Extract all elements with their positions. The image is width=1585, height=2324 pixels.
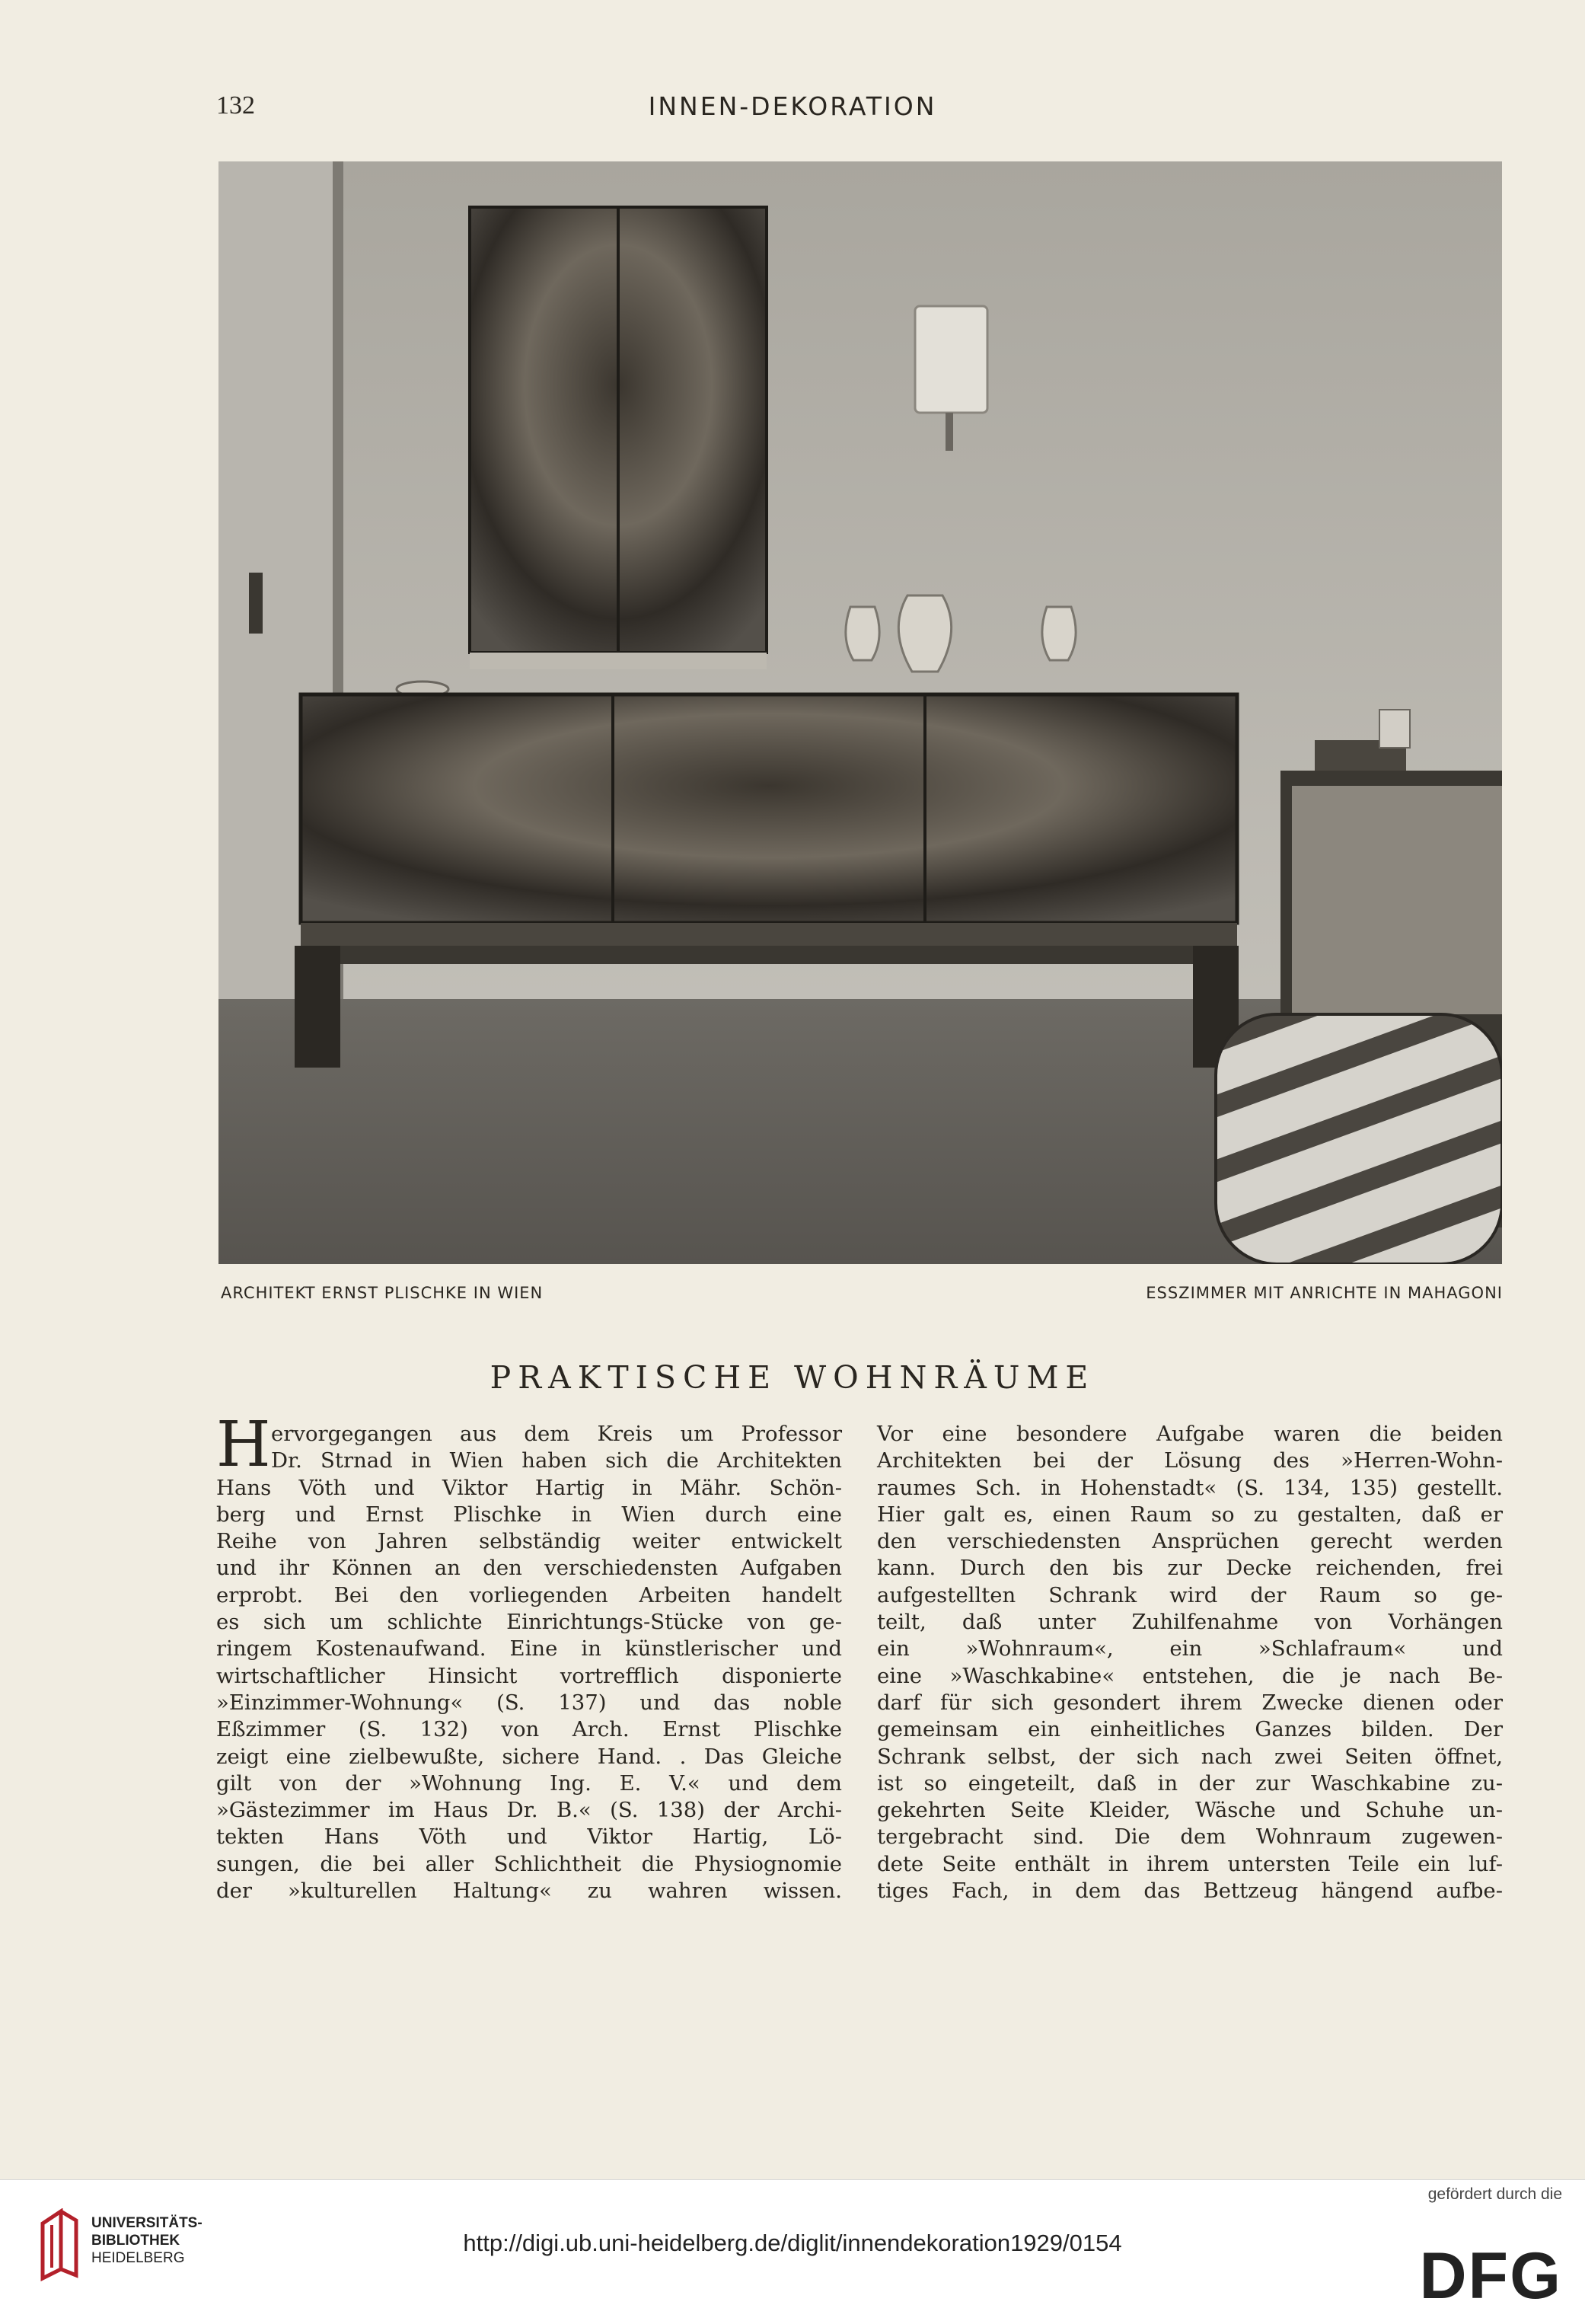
text-line: sungen, die bei aller Schlichtheit die Physiognomie bbox=[216, 1851, 842, 1876]
text-line: »Einzimmer-Wohnung« (S. 137) und das noble bbox=[216, 1690, 842, 1715]
text-line: Reihe von Jahren selbständig weiter entwickelt bbox=[216, 1529, 842, 1554]
text-line: Architekten bei der Lösung des »Herren-Wohn- bbox=[877, 1448, 1503, 1473]
text-line: Eßzimmer (S. 132) von Arch. Ernst Plischke bbox=[216, 1717, 842, 1742]
text-line: raumes Sch. in Hohenstadt« (S. 134, 135) gestellt. bbox=[877, 1475, 1503, 1500]
funded-by-label: gefördert durch die bbox=[1427, 2185, 1562, 2203]
text-line: gekehrten Seite Kleider, Wäsche und Schuhe un- bbox=[877, 1798, 1503, 1823]
text-line: Vor eine besondere Aufgabe waren die beiden bbox=[877, 1422, 1503, 1446]
text-line: ringem Kostenaufwand. Eine in künstlerischer und bbox=[216, 1636, 842, 1662]
text-line: Hans Vöth und Viktor Hartig in Mähr. Schön- bbox=[216, 1475, 842, 1500]
text-line: gilt von der »Wohnung Ing. E. V.« und dem bbox=[216, 1770, 842, 1796]
text-line: Schrank selbst, der sich nach zwei Seiten öffnet, bbox=[877, 1744, 1503, 1769]
text-line: darf für sich gesondert ihrem Zwecke dienen oder bbox=[877, 1690, 1503, 1715]
text-line: Dr. Strnad in Wien haben sich die Architekten bbox=[271, 1448, 842, 1473]
dfg-logo: DFG bbox=[1419, 2239, 1562, 2313]
drop-cap: H bbox=[216, 1409, 271, 1481]
text-line: tiges Fach, in dem das Bettzeug hängend aufbe- bbox=[877, 1879, 1503, 1904]
text-line: eine »Waschkabine« entstehen, die je nach Be- bbox=[877, 1663, 1503, 1688]
library-name-line: HEIDELBERG bbox=[91, 2250, 185, 2266]
text-line: berg und Ernst Plischke in Wien durch eine bbox=[216, 1502, 842, 1527]
text-line: der »kulturellen Haltung« zu wahren wissen. bbox=[216, 1879, 842, 1904]
text-line: tekten Hans Vöth und Viktor Hartig, Lö- bbox=[216, 1824, 842, 1850]
library-name-line: UNIVERSITÄTS- bbox=[91, 2215, 203, 2231]
text-line: kann. Durch den bis zur Decke reichenden, frei bbox=[877, 1556, 1503, 1581]
text-line: gemeinsam ein einheitliches Ganzes bilden. Der bbox=[877, 1717, 1503, 1742]
text-line: Hier galt es, einen Raum so zu gestalten, daß er bbox=[877, 1502, 1503, 1527]
page-number: 132 bbox=[216, 91, 255, 120]
permalink[interactable]: http://digi.ub.uni-heidelberg.de/diglit/innendekoration1929/0154 bbox=[463, 2230, 1122, 2256]
text-line: den verschiedensten Ansprüchen gerecht werden bbox=[877, 1529, 1503, 1554]
text-line: ervorgegangen aus dem Kreis um Professor bbox=[271, 1422, 842, 1446]
text-line: aufgestellten Schrank wird der Raum so ge- bbox=[877, 1582, 1503, 1607]
running-head: INNEN-DEKORATION bbox=[648, 91, 937, 121]
figure-caption-left: ARCHITEKT ERNST PLISCHKE IN WIEN bbox=[221, 1284, 544, 1302]
text-line: wirtschaftlicher Hinsicht vortrefflich disponierte bbox=[216, 1663, 842, 1688]
text-line: ist so eingeteilt, daß in der zur Waschkabine zu- bbox=[877, 1770, 1503, 1796]
text-column-left bbox=[216, 1421, 842, 1904]
text-line: tergebracht sind. Die dem Wohnraum zugewen- bbox=[877, 1824, 1503, 1850]
text-line: teilt, daß unter Zuhilfenahme von Vorhängen bbox=[877, 1610, 1503, 1635]
text-line: erprobt. Bei den vorliegenden Arbeiten handelt bbox=[216, 1582, 842, 1607]
text-line: es sich um schlichte Einrichtungs-Stücke von ge- bbox=[216, 1610, 842, 1635]
text-line: ein »Wohnraum«, ein »Schlafraum« und bbox=[877, 1636, 1503, 1662]
dining-room-photo-illustration bbox=[218, 161, 1502, 1264]
text-line: dete Seite enthält in ihrem untersten Teile ein luf- bbox=[877, 1851, 1503, 1876]
text-column-right bbox=[877, 1421, 1503, 1904]
text-line: und ihr Können an den verschiedensten Aufgaben bbox=[216, 1556, 842, 1581]
text-line: »Gästezimmer im Haus Dr. B.« (S. 138) der Archi- bbox=[216, 1798, 842, 1823]
library-name-line: BIBLIOTHEK bbox=[91, 2233, 180, 2249]
article-title: PRAKTISCHE WOHNRÄUME bbox=[490, 1359, 1095, 1396]
figure-caption-right: ESSZIMMER MIT ANRICHTE IN MAHAGONI bbox=[1146, 1284, 1503, 1302]
text-line: zeigt eine zielbewußte, sichere Hand. . Das Gleiche bbox=[216, 1744, 842, 1769]
interior-photograph bbox=[218, 161, 1502, 1264]
